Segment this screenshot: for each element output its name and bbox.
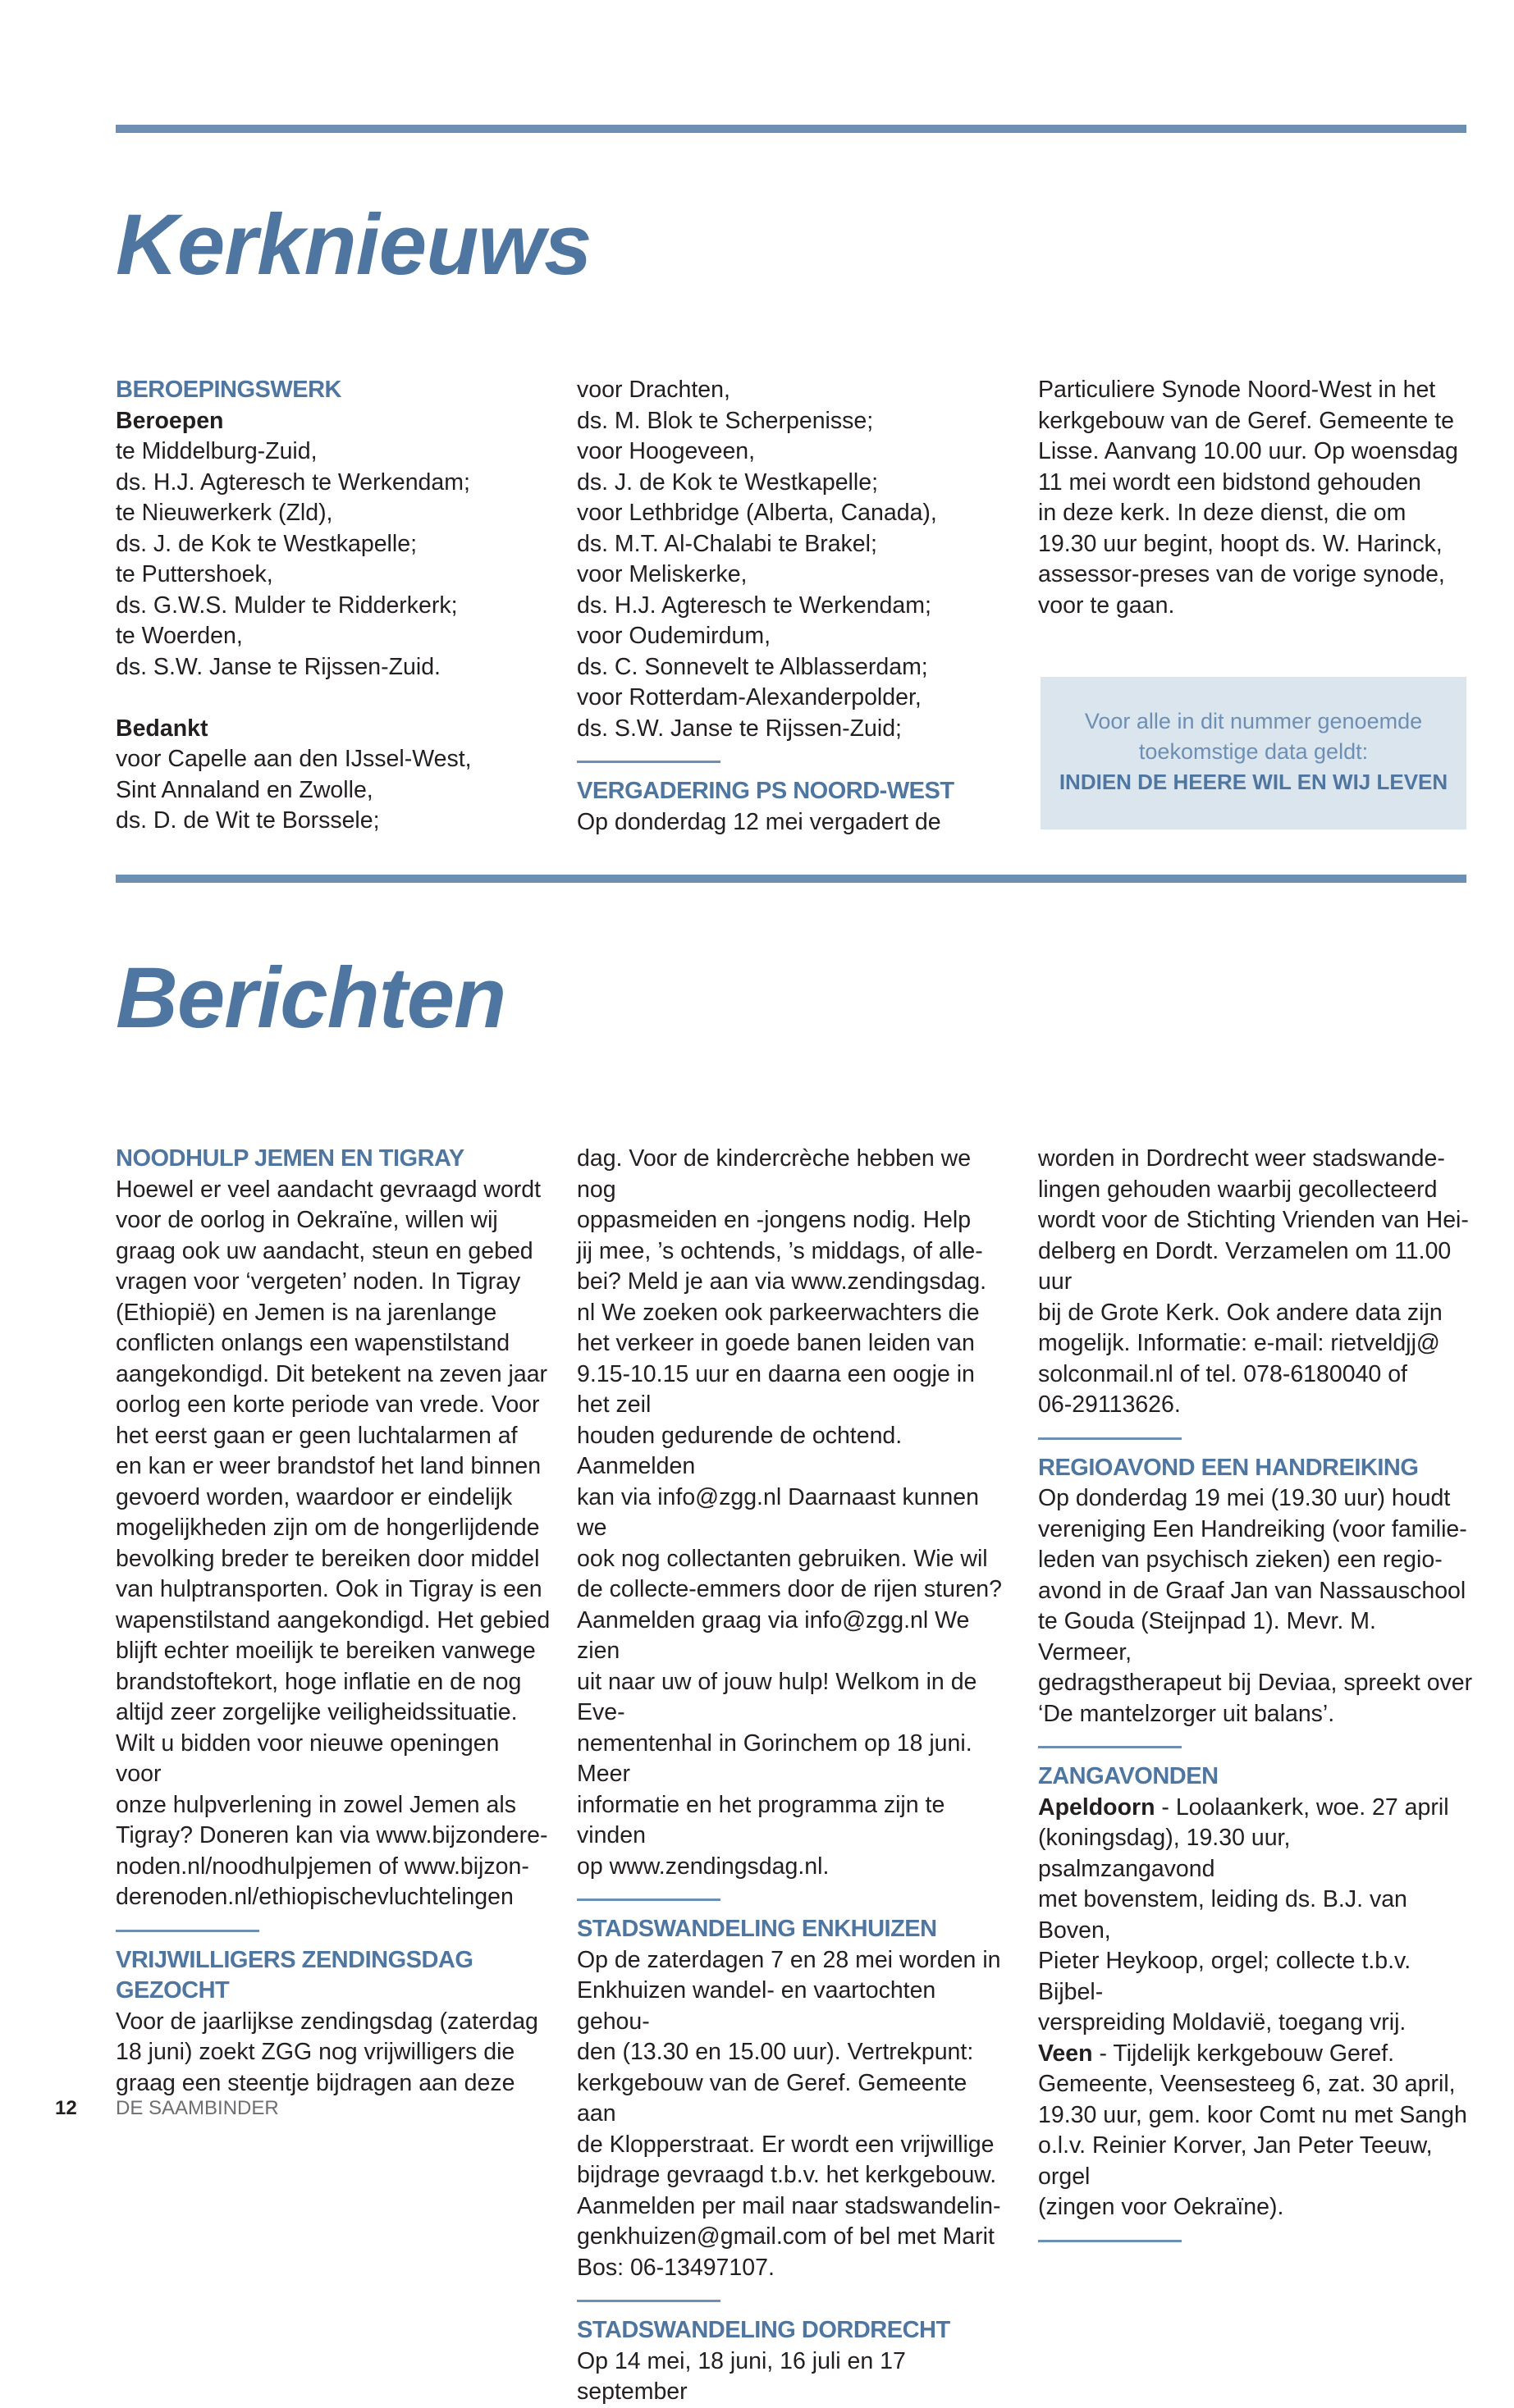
body-line: (Ethiopië) en Jemen is na jarenlange	[116, 1299, 497, 1326]
body-line: mogelijkheden zijn om de hongerlijdende	[116, 1515, 540, 1541]
kerknieuws-column-2	[577, 375, 1012, 838]
body-line: 18 juni) zoekt ZGG nog vrijwilligers die	[116, 2039, 515, 2065]
body-line: bij de Grote Kerk. Ook andere data zijn	[1038, 1299, 1443, 1326]
body-line: Aanmelden graag via info@zgg.nl We zien	[577, 1606, 970, 1664]
body-line: assessor-preses van de vorige synode,	[1038, 561, 1445, 587]
notice-line: Voor alle in dit nummer genoemde	[1084, 709, 1423, 733]
body-line: kan via info@zgg.nl Daarnaast kunnen we	[577, 1483, 979, 1541]
body-line: (zingen voor Oekraïne).	[1038, 2194, 1284, 2220]
place-apeldoorn: Apeldoorn	[1038, 1793, 1155, 1821]
body-line: Tigray? Doneren kan via www.bijzondere-	[116, 1822, 548, 1848]
beroepen-label: Beroepen	[116, 407, 224, 434]
body-line: Op de zaterdagen 7 en 28 mei worden in	[577, 1946, 1001, 1973]
list-item: voor Meliskerke,	[577, 561, 748, 587]
body-line: op www.zendingsdag.nl.	[577, 1853, 830, 1880]
body-line	[1038, 1793, 1473, 1824]
heading-vergadering-ps: VERGADERING PS NOORD-WEST	[577, 778, 954, 804]
beroepingswerk-continued	[577, 375, 1012, 744]
article-dordrecht-continued	[1038, 1144, 1473, 1421]
list-item: voor Oudemirdum,	[577, 623, 771, 649]
body-line: lingen gehouden waarbij gecollecteerd	[1038, 1176, 1438, 1203]
body-line: voor de oorlog in Oekraïne, willen wij	[116, 1207, 498, 1233]
separator	[577, 2300, 720, 2302]
kerknieuws-column-3	[1038, 375, 1473, 621]
body-line: Lisse. Aanvang 10.00 uur. Op woensdag	[1038, 438, 1458, 464]
heading-stadswandeling-dordrecht: STADSWANDELING DORDRECHT	[577, 2317, 950, 2343]
body-line: te Gouda (Steijnpad 1). Mevr. M. Vermeer,	[1038, 1608, 1376, 1665]
body-line: bevolking breder te bereiken door middel	[116, 1545, 540, 1572]
body-line: het verkeer in goede banen leiden van	[577, 1330, 975, 1356]
body-line: Pieter Heykoop, orgel; collecte t.b.v. Bijbel-	[1038, 1948, 1411, 2005]
list-item: Sint Annaland en Zwolle,	[116, 776, 373, 803]
separator	[116, 1930, 259, 1932]
body-line: o.l.v. Reinier Korver, Jan Peter Teeuw, orgel	[1038, 2132, 1433, 2190]
separator	[577, 761, 720, 763]
separator	[1038, 1437, 1182, 1440]
article-zangavonden	[1038, 1793, 1473, 2223]
list-item: te Woerden,	[116, 623, 243, 649]
body-line: 9.15-10.15 uur en daarna een oogje in het zeil	[577, 1360, 975, 1418]
body-line: noden.nl/noodhulpjemen of www.bijzon-	[116, 1853, 529, 1880]
notice-box	[1041, 677, 1466, 829]
list-item: te Middelburg-Zuid,	[116, 438, 318, 464]
heading-zangavonden: ZANGAVONDEN	[1038, 1763, 1219, 1789]
list-item: ds. M.T. Al-Chalabi te Brakel;	[577, 530, 877, 557]
body-line: avond in de Graaf Jan van Nassauschool	[1038, 1577, 1466, 1604]
heading-vrijwilligers-2: GEZOCHT	[116, 1977, 230, 2004]
body-line: vragen voor ‘vergeten’ noden. In Tigray	[116, 1268, 521, 1295]
body-line: Hoewel er veel aandacht gevraagd wordt	[116, 1176, 542, 1203]
body-line: oorlog een korte periode van vrede. Voor	[116, 1391, 540, 1418]
event-detail: - Tijdelijk kerkgebouw Geref.	[1092, 2040, 1395, 2067]
bedankt-list	[116, 744, 551, 837]
heading-vrijwilligers: VRIJWILLIGERS ZENDINGSDAG	[116, 1946, 473, 1973]
body-line: leden van psychisch zieken) een regio-	[1038, 1547, 1443, 1573]
body-line: gevoerd worden, waardoor er eindelijk	[116, 1483, 513, 1510]
publication-name: DE SAAMBINDER	[116, 2097, 279, 2119]
body-line: oppasmeiden en -jongens nodig. Help	[577, 1207, 972, 1233]
body-line: het eerst gaan er geen luchtalarmen af	[116, 1422, 518, 1449]
body-line: verspreiding Moldavië, toegang vrij.	[1038, 2009, 1407, 2036]
body-line: dag. Voor de kindercrèche hebben we nog	[577, 1145, 972, 1203]
body-line	[1038, 2039, 1473, 2070]
heading-stadswandeling-enkhuizen: STADSWANDELING ENKHUIZEN	[577, 1916, 937, 1942]
list-item: ds. D. de Wit te Borssele;	[116, 807, 380, 834]
body-line: houden gedurende de ochtend. Aanmelden	[577, 1422, 903, 1479]
heading-noodhulp: NOODHULP JEMEN EN TIGRAY	[116, 1145, 464, 1172]
body-line: en kan er weer brandstof het land binnen	[116, 1453, 542, 1479]
body-line: genkhuizen@gmail.com of bel met Marit	[577, 2223, 995, 2250]
body-line: Op donderdag 12 mei vergadert de	[577, 808, 941, 835]
list-item: voor Capelle aan den IJssel-West,	[116, 746, 472, 772]
body-line: Enkhuizen wandel- en vaartochten gehou-	[577, 1977, 936, 2035]
separator	[1038, 1746, 1182, 1748]
body-line: in deze kerk. In deze dienst, die om	[1038, 500, 1407, 526]
body-line: nementenhal in Gorinchem op 18 juni. Meer	[577, 1729, 972, 1787]
body-line: brandstoftekort, hoge inflatie en de nog	[116, 1668, 522, 1695]
body-line: delberg en Dordt. Verzamelen om 11.00 uur	[1038, 1237, 1452, 1295]
bedankt-label: Bedankt	[116, 715, 208, 742]
list-item: te Nieuwerkerk (Zld),	[116, 500, 333, 526]
body-line: bei? Meld je aan via www.zendingsdag.	[577, 1268, 987, 1295]
body-line: Particuliere Synode Noord-West in het	[1038, 377, 1436, 403]
list-item: ds. M. Blok te Scherpenisse;	[577, 407, 874, 434]
place-veen: Veen	[1038, 2040, 1093, 2067]
list-item: ds. S.W. Janse te Rijssen-Zuid.	[116, 653, 441, 680]
body-line: 19.30 uur, gem. koor Comt nu met Sangh	[1038, 2101, 1467, 2128]
body-line: uit naar uw of jouw hulp! Welkom in de Eve-	[577, 1668, 977, 1725]
list-item: ds. J. de Kok te Westkapelle;	[116, 530, 417, 557]
beroepen-list	[116, 436, 551, 683]
list-item: voor Hoogeveen,	[577, 438, 756, 464]
body-line: 11 mei wordt een bidstond gehouden	[1038, 468, 1421, 496]
middle-rule	[116, 875, 1466, 883]
body-line: kerkgebouw van de Geref. Gemeente te	[1038, 407, 1454, 434]
body-line: derenoden.nl/ethiopischevluchtelingen	[116, 1884, 514, 1910]
body-line: gedragstherapeut bij Deviaa, spreekt over	[1038, 1670, 1473, 1696]
body-line: voor te gaan.	[1038, 592, 1175, 619]
list-item: voor Lethbridge (Alberta, Canada),	[577, 500, 937, 526]
body-line: Op 14 mei, 18 juni, 16 juli en 17 september	[577, 2347, 906, 2405]
body-line: kerkgebouw van de Geref. Gemeente aan	[577, 2069, 967, 2127]
body-line: graag een steentje bijdragen aan deze	[116, 2069, 515, 2096]
list-item: ds. H.J. Agteresch te Werkendam;	[577, 592, 931, 619]
list-item: ds. J. de Kok te Westkapelle;	[577, 468, 878, 496]
list-item: ds. G.W.S. Mulder te Ridderkerk;	[116, 592, 458, 619]
body-line: informatie en het programma zijn te vinden	[577, 1791, 945, 1848]
body-line: de Klopperstraat. Er wordt een vrijwillige	[577, 2131, 995, 2158]
body-line: wapenstilstand aangekondigd. Het gebied	[116, 1606, 551, 1634]
berichten-column-1	[116, 1144, 551, 2099]
body-line: wordt voor de Stichting Vrienden van Hei-	[1038, 1207, 1469, 1233]
body-line: onze hulpverlening in zowel Jemen als	[116, 1791, 516, 1818]
heading-regioavond: REGIOAVOND EEN HANDREIKING	[1038, 1454, 1419, 1481]
body-line: mogelijk. Informatie: e-mail: rietveldjj@	[1038, 1330, 1440, 1356]
separator	[1038, 2240, 1182, 2242]
body-line: 06-29113626.	[1038, 1391, 1181, 1418]
body-line: Bos: 06-13497107.	[577, 2254, 775, 2281]
body-line: met bovenstem, leiding ds. B.J. van Boven,	[1038, 1886, 1407, 1944]
section-title-kerknieuws: Kerknieuws	[116, 197, 592, 293]
list-item: ds. S.W. Janse te Rijssen-Zuid;	[577, 715, 902, 742]
body-line: nl We zoeken ook parkeerwachters die	[577, 1299, 980, 1326]
article-enkhuizen	[577, 1945, 1012, 2284]
top-rule	[116, 125, 1466, 133]
article-noodhulp	[116, 1175, 551, 1913]
body-line: vereniging Een Handreiking (voor familie-	[1038, 1515, 1467, 1542]
list-item: voor Drachten,	[577, 377, 730, 403]
separator	[577, 1899, 720, 1901]
article-regioavond	[1038, 1483, 1473, 1729]
body-line: de collecte-emmers door de rijen sturen?	[577, 1576, 1002, 1602]
body-line: blijft echter moeilijk te bereiken vanwege	[116, 1638, 536, 1664]
event-detail: - Loolaankerk, woe. 27 april	[1155, 1793, 1449, 1821]
body-line: jij mee, ’s ochtends, ’s middags, of alle-	[577, 1237, 983, 1264]
heading-beroepingswerk: BEROEPINGSWERK	[116, 377, 341, 403]
berichten-column-3	[1038, 1144, 1473, 2255]
body-line: den (13.30 en 15.00 uur). Vertrekpunt:	[577, 2039, 974, 2065]
body-line: Aanmelden per mail naar stadswandelin-	[577, 2192, 1001, 2219]
body-line: aangekondigd. Dit betekent na zeven jaar	[116, 1360, 548, 1387]
notice-line: toekomstige data geldt:	[1138, 739, 1369, 764]
body-line: Op donderdag 19 mei (19.30 uur) houdt	[1038, 1485, 1451, 1511]
body-line: graag ook uw aandacht, steun en gebed	[116, 1237, 533, 1264]
body-line: conflicten onlangs een wapenstilstand	[116, 1330, 510, 1356]
body-line: Wilt u bidden voor nieuwe openingen voor	[116, 1729, 500, 1787]
body-line: Voor de jaarlijkse zendingsdag (zaterdag	[116, 2008, 538, 2035]
body-line: worden in Dordrecht weer stadswande-	[1038, 1145, 1445, 1172]
body-line: Gemeente, Veensesteeg 6, zat. 30 april,	[1038, 2071, 1456, 2097]
section-title-berichten: Berichten	[116, 950, 506, 1046]
notice-emphasis: INDIEN DE HEERE WIL EN WIJ LEVEN	[1059, 770, 1448, 794]
body-line: (koningsdag), 19.30 uur, psalmzangavond	[1038, 1825, 1291, 1882]
berichten-column-2	[577, 1144, 1012, 2408]
page-number: 12	[55, 2097, 77, 2119]
kerknieuws-column-1	[116, 375, 551, 837]
list-item: ds. C. Sonnevelt te Alblasserdam;	[577, 653, 928, 680]
body-line: altijd zeer zorgelijke veiligheidssituatie.	[116, 1699, 518, 1725]
list-item: te Puttershoek,	[116, 561, 273, 587]
list-item: ds. H.J. Agteresch te Werkendam;	[116, 468, 470, 496]
body-line: van hulptransporten. Ook in Tigray is een	[116, 1576, 542, 1602]
body-line: solconmail.nl of tel. 078-6180040 of	[1038, 1360, 1407, 1387]
list-item: voor Rotterdam-Alexanderpolder,	[577, 684, 922, 711]
body-line: bijdrage gevraagd t.b.v. het kerkgebouw.	[577, 2162, 997, 2188]
body-line: ‘De mantelzorger uit balans’.	[1038, 1700, 1335, 1727]
article-zendingsdag-continued	[577, 1144, 1012, 1882]
body-line: 19.30 uur begint, hoopt ds. W. Harinck,	[1038, 530, 1443, 557]
body-line: ook nog collectanten gebruiken. Wie wil	[577, 1545, 988, 1572]
